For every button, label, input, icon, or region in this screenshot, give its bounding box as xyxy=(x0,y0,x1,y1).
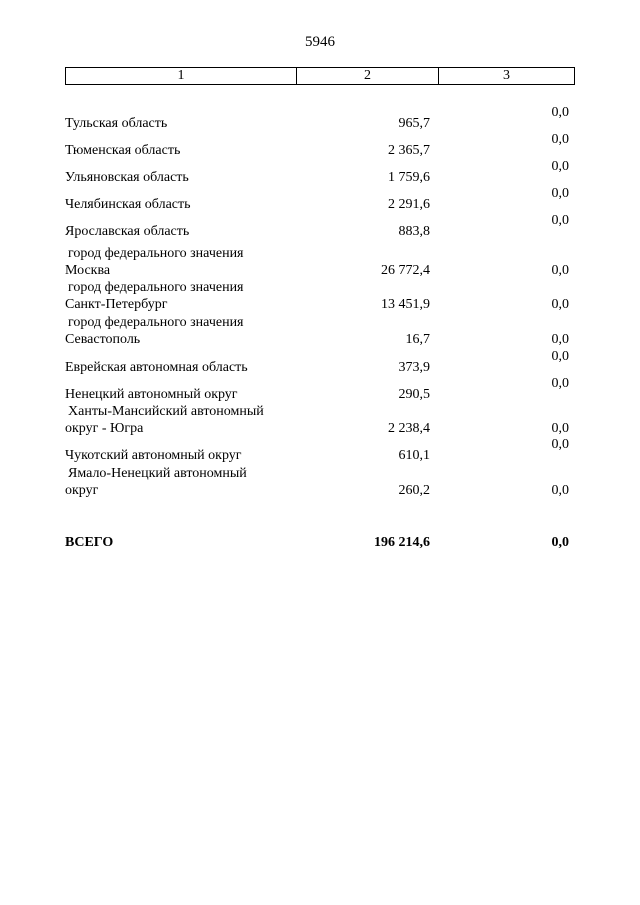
amount-value-col3: 0,0 xyxy=(551,105,569,120)
region-name-line: Ненецкий автономный округ xyxy=(65,387,238,402)
region-name xyxy=(65,223,295,240)
amount-value-col3: 0,0 xyxy=(551,421,569,436)
table-header xyxy=(65,67,575,85)
table-row xyxy=(0,430,640,464)
region-name-line: город федерального значения xyxy=(68,246,244,261)
total-label: ВСЕГО xyxy=(65,535,114,550)
page-number: 5946 xyxy=(305,34,335,50)
total-row xyxy=(0,517,640,551)
table-row xyxy=(0,369,640,403)
amount-value: 2 238,4 xyxy=(388,421,430,436)
amount-value-col3: 0,0 xyxy=(551,186,569,201)
region-name-line: Чукотский автономный округ xyxy=(65,448,242,463)
region-name xyxy=(65,465,295,499)
region-name-line: Ульяновская область xyxy=(65,170,189,185)
region-name xyxy=(65,447,295,464)
amount-value: 883,8 xyxy=(398,224,430,239)
amount-value: 373,9 xyxy=(398,360,430,375)
region-name-line: Ханты-Мансийский автономный xyxy=(68,404,264,419)
region-name xyxy=(65,386,295,403)
region-name-line: Еврейская автономная область xyxy=(65,360,248,375)
amount-value-col3: 0,0 xyxy=(551,297,569,312)
amount-value: 260,2 xyxy=(398,483,430,498)
region-name xyxy=(65,245,295,279)
amount-value-col3: 0,0 xyxy=(551,159,569,174)
region-name-line: Ярославская область xyxy=(65,224,190,239)
amount-value: 16,7 xyxy=(405,332,430,347)
region-name-line: округ - Югра xyxy=(65,421,144,436)
region-name-line: Ямало-Ненецкий автономный xyxy=(68,466,247,481)
region-name-line: Тульская область xyxy=(65,116,168,131)
region-name-line: Москва xyxy=(65,263,111,278)
region-name-line: округ xyxy=(65,483,99,498)
amount-value: 26 772,4 xyxy=(381,263,430,278)
region-name-line: Севастополь xyxy=(65,332,141,347)
amount-value-col3: 0,0 xyxy=(551,437,569,452)
amount-value-col3: 0,0 xyxy=(551,483,569,498)
amount-value: 965,7 xyxy=(398,116,430,131)
region-name-line: Челябинская область xyxy=(65,197,191,212)
region-name-line: город федерального значения xyxy=(68,280,244,295)
amount-value-col3: 0,0 xyxy=(551,349,569,364)
region-name-line: Тюменская область xyxy=(65,143,181,158)
table-row xyxy=(0,465,640,499)
amount-value-col3: 0,0 xyxy=(551,213,569,228)
total-value: 196 214,6 xyxy=(374,535,430,550)
table-row xyxy=(0,206,640,240)
amount-value: 1 759,6 xyxy=(388,170,430,185)
amount-value-col3: 0,0 xyxy=(551,376,569,391)
amount-value-col3: 0,0 xyxy=(551,132,569,147)
amount-value: 2 291,6 xyxy=(388,197,430,212)
total-value-col3: 0,0 xyxy=(551,535,569,550)
header-col-2: 2 xyxy=(297,68,439,84)
table-row xyxy=(0,279,640,313)
table-row xyxy=(0,245,640,279)
header-col-3: 3 xyxy=(503,68,510,83)
amount-value: 290,5 xyxy=(398,387,430,402)
region-name-line: Санкт-Петербург xyxy=(65,297,168,312)
region-name-line: город федерального значения xyxy=(68,315,244,330)
amount-value: 610,1 xyxy=(398,448,430,463)
header-col-1: 1 xyxy=(66,68,297,84)
amount-value: 13 451,9 xyxy=(381,297,430,312)
region-name xyxy=(65,279,295,313)
amount-value-col3: 0,0 xyxy=(551,263,569,278)
amount-value-col3: 0,0 xyxy=(551,332,569,347)
amount-value: 2 365,7 xyxy=(388,143,430,158)
